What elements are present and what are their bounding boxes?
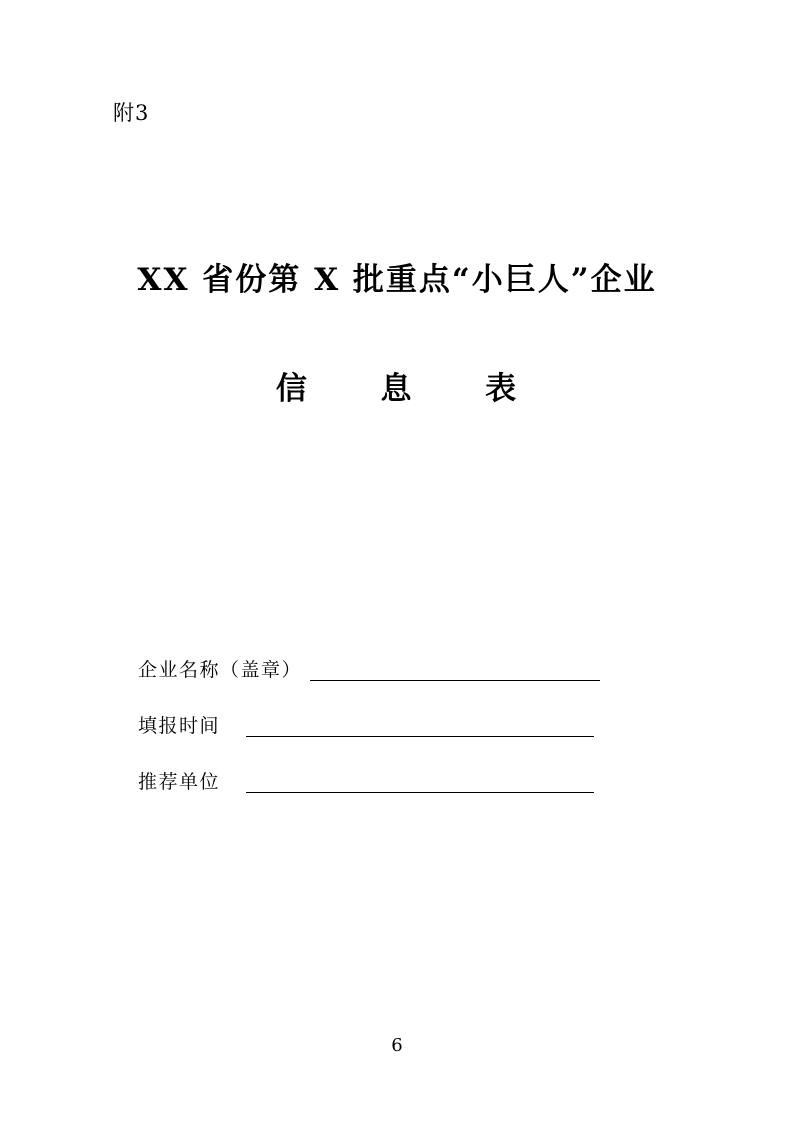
field-row-recommending-unit <box>138 742 658 798</box>
title-char-xi: 息 <box>380 371 414 408</box>
title-char-xin: 信 <box>275 371 309 408</box>
field-input-fill-date[interactable] <box>246 735 594 737</box>
form-fields <box>138 630 658 798</box>
title-char-biao: 表 <box>485 371 519 408</box>
field-row-company-name <box>138 630 658 686</box>
field-input-company-name[interactable] <box>310 679 600 681</box>
page-title-line-1: XX 省份第 X 批重点“小巨人”企业 <box>137 262 657 298</box>
attachment-label: 附3 <box>113 101 150 125</box>
field-label-company-name: 企业名称（盖章） <box>138 659 303 682</box>
document-title-block <box>0 262 794 408</box>
field-row-fill-date <box>138 686 658 742</box>
field-label-fill-date: 填报时间 <box>138 715 221 738</box>
field-input-recommending-unit[interactable] <box>246 791 594 793</box>
page-title-line-2 <box>0 371 794 408</box>
page-number: 6 <box>391 1035 403 1056</box>
field-label-recommending-unit: 推荐单位 <box>138 771 221 794</box>
